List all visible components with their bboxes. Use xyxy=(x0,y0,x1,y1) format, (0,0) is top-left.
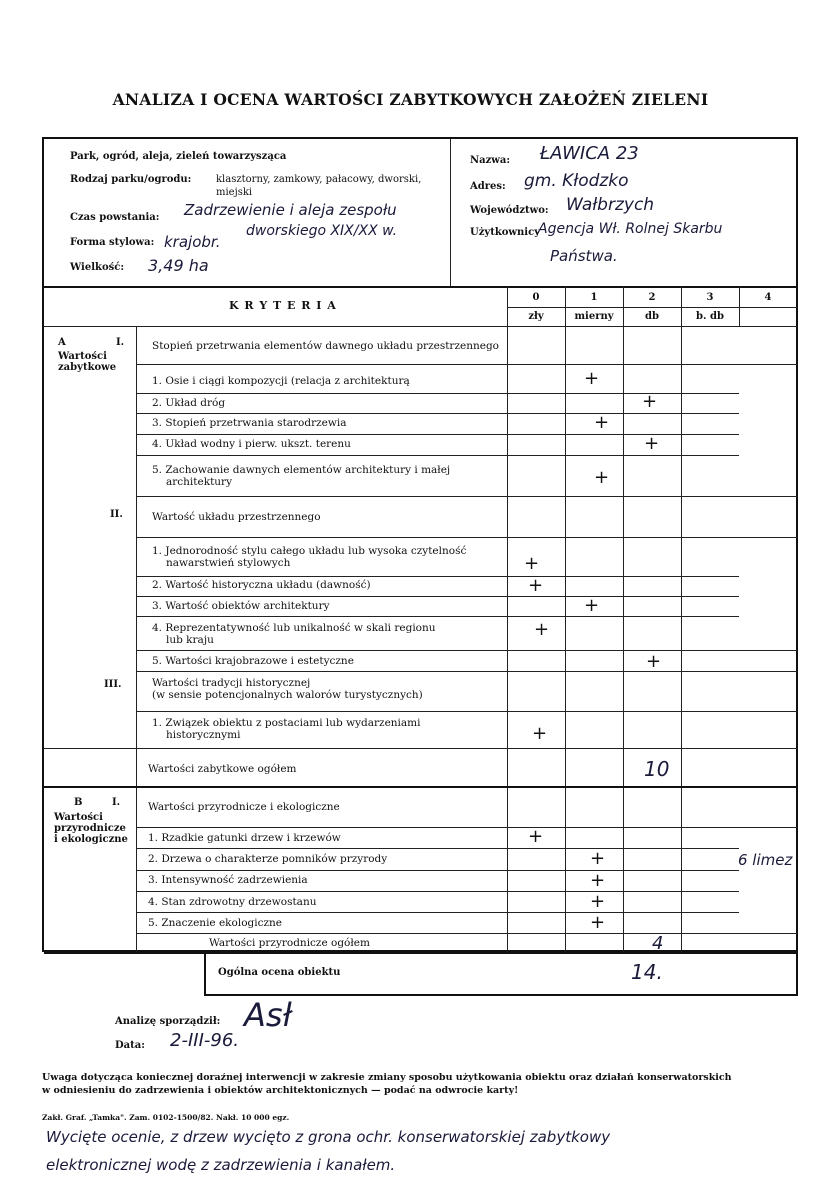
criterion-a-i-1: 1. Osie i ciągi kompozycji (relacja z architekturą xyxy=(152,375,410,387)
mark-a-i-5: + xyxy=(594,467,610,488)
time-value-2: dworskiego XIX/XX w. xyxy=(246,223,398,239)
section-a-total-value: 10 xyxy=(644,757,670,781)
criterion-b-4: 4. Stan zdrowotny drzewostanu xyxy=(148,896,317,908)
section-a-label: Wartości zabytkowe xyxy=(58,351,117,373)
address-label: Adres: xyxy=(470,181,506,192)
col-line-1 xyxy=(565,286,566,952)
criterion-a-ii-2: 2. Wartość historyczna układu (dawność) xyxy=(152,579,371,591)
users-value-2: Państwa. xyxy=(550,247,618,265)
overall-label: Ogólna ocena obiektu xyxy=(218,967,341,978)
row-line xyxy=(136,748,798,749)
voivodeship-value: Wałbrzych xyxy=(566,195,655,215)
section-a-iii-title-2: (w sensie potencjonalnych walorów turystycznych) xyxy=(152,689,423,701)
page-title: ANALIZA I OCENA WARTOŚCI ZABYTKOWYCH ZAŁOŻEŃ ZIELENI xyxy=(112,90,709,109)
row-line xyxy=(136,537,798,538)
row-line xyxy=(136,413,739,414)
criterion-a-iii-1: 1. Związek obiektu z postaciami lub wydarzeniami xyxy=(152,717,421,729)
size-label: Wielkość: xyxy=(70,262,125,273)
header-bottom-line xyxy=(44,286,798,288)
row-line xyxy=(136,576,739,577)
row-line xyxy=(136,496,798,497)
voivodeship-label: Województwo: xyxy=(470,205,549,216)
section-b-roman: I. xyxy=(112,797,121,808)
criterion-a-i-5-cont: architektury xyxy=(166,476,233,488)
section-a-roman: I. xyxy=(116,337,125,348)
users-value: Agencja Wł. Rolnej Skarbu xyxy=(538,221,723,237)
criterion-a-ii-5: 5. Wartości krajobrazowe i estetyczne xyxy=(152,655,354,667)
section-b-title: Wartości przyrodnicze i ekologiczne xyxy=(148,801,340,813)
printer-info: Zakł. Graf. „Tamka". Zam. 0102-1500/82. Nakł. 10 000 egz. xyxy=(42,1113,290,1122)
row-line xyxy=(136,827,798,828)
scale-num-2: 2 xyxy=(648,292,656,303)
overall-value: 14. xyxy=(631,960,663,984)
row-line xyxy=(136,891,739,892)
name-label: Nazwa: xyxy=(470,155,511,166)
row-line xyxy=(136,596,739,597)
side-note: 6 limez xyxy=(738,851,793,869)
scale-num-4: 4 xyxy=(764,292,772,303)
row-line xyxy=(136,671,798,672)
scale-mid-line xyxy=(507,307,798,308)
handwritten-note-1: Wycięte ocenie, z drzew wycięto z grona ochr. konserwatorskiej zabytkowy xyxy=(46,1128,611,1146)
scale-label-3: b. db xyxy=(696,311,724,322)
criterion-a-iii-1-cont: historycznymi xyxy=(166,729,241,741)
criteria-bottom-line xyxy=(44,326,798,327)
row-line xyxy=(136,912,739,913)
header-divider xyxy=(450,139,451,286)
mark-b-5: + xyxy=(590,912,606,933)
style-label: Forma stylowa: xyxy=(70,237,155,248)
form-frame xyxy=(42,137,798,952)
scale-num-0: 0 xyxy=(532,292,540,303)
criterion-b-5: 5. Znaczenie ekologiczne xyxy=(148,917,283,929)
section-b-total-label: Wartości przyrodnicze ogółem xyxy=(209,937,370,949)
mark-a-ii-5: + xyxy=(646,651,662,672)
mark-a-iii-1: + xyxy=(532,723,548,744)
section-a-total-label: Wartości zabytkowe ogółem xyxy=(148,763,297,775)
warning-note-2: w odniesieniu do zadrzewienia i obiektów architektonicznych — podać na odwrocie karty! xyxy=(42,1085,519,1096)
col-line-0 xyxy=(507,286,508,952)
section-a-iii-roman: III. xyxy=(104,679,122,690)
section-a-i-title: Stopień przetrwania elementów dawnego układu przestrzennego xyxy=(152,340,499,352)
scale-label-2: db xyxy=(645,311,659,322)
criteria-heading: K R Y T E R I A xyxy=(229,299,337,312)
section-b-label: Wartości przyrodnicze i ekologiczne xyxy=(54,812,128,845)
col-line-3 xyxy=(681,286,682,952)
mark-a-i-3: + xyxy=(594,412,610,433)
section-a-iii-title: Wartości tradycji historycznej xyxy=(152,677,311,689)
scale-num-3: 3 xyxy=(706,292,714,303)
section-b-total-value: 4 xyxy=(652,933,664,954)
mark-b-2: + xyxy=(590,848,606,869)
mark-b-4: + xyxy=(590,891,606,912)
mark-a-ii-4: + xyxy=(534,619,550,640)
mark-a-i-2: + xyxy=(642,391,658,412)
time-value: Zadrzewienie i aleja zespołu xyxy=(184,201,397,219)
analysis-label: Analizę sporządził: xyxy=(115,1016,221,1027)
time-label: Czas powstania: xyxy=(70,212,160,223)
criterion-a-i-4: 4. Układ wodny i pierw. ukszt. terenu xyxy=(152,438,351,450)
criterion-a-i-3: 3. Stopień przetrwania starodrzewia xyxy=(152,417,347,429)
row-line xyxy=(136,711,798,712)
park-label: Park, ogród, aleja, zieleń towarzysząca xyxy=(70,151,287,162)
criterion-a-ii-1-cont: nawarstwień stylowych xyxy=(166,557,291,569)
mark-b-3: + xyxy=(590,870,606,891)
section-a-ii-roman: II. xyxy=(110,509,123,520)
date-value: 2-III-96. xyxy=(170,1030,239,1051)
size-value: 3,49 ha xyxy=(148,256,209,275)
overall-box xyxy=(204,952,798,996)
handwritten-note-2: elektronicznej wodę z zadrzewienia i kanałem. xyxy=(46,1156,396,1174)
criterion-a-i-2: 2. Układ dróg xyxy=(152,397,226,409)
users-label: Użytkownicy xyxy=(470,227,541,238)
criterion-a-ii-4-cont: lub kraju xyxy=(166,634,214,646)
mark-a-ii-2: + xyxy=(528,575,544,596)
scale-label-1: mierny xyxy=(574,311,614,322)
left-column-divider xyxy=(136,326,137,952)
type-label: Rodzaj parku/ogrodu: xyxy=(70,174,192,185)
criterion-a-ii-3: 3. Wartość obiektów architektury xyxy=(152,600,330,612)
col-line-2 xyxy=(623,286,624,952)
row-line xyxy=(136,870,739,871)
type-options: klasztorny, zamkowy, pałacowy, dworski, xyxy=(216,174,422,185)
row-line xyxy=(136,848,739,849)
section-a-b-divider xyxy=(44,786,798,788)
warning-note: Uwaga dotycząca koniecznej doraźnej interwencji w zakresie zmiany sposobu użytkowania obiektu oraz działań konserwatorskich xyxy=(42,1072,732,1083)
mark-a-ii-3: + xyxy=(584,595,600,616)
row-line xyxy=(136,616,739,617)
mark-b-1: + xyxy=(528,826,544,847)
criterion-a-ii-4: 4. Reprezentatywność lub unikalność w skali regionu xyxy=(152,622,436,634)
date-label: Data: xyxy=(115,1040,145,1051)
mark-a-i-4: + xyxy=(644,433,660,454)
scale-num-1: 1 xyxy=(590,292,598,303)
total-left-line xyxy=(44,748,136,749)
criterion-b-2: 2. Drzewa o charakterze pomników przyrody xyxy=(148,853,388,865)
type-options-2: miejski xyxy=(216,187,253,198)
criterion-b-1: 1. Rzadkie gatunki drzew i krzewów xyxy=(148,832,341,844)
mark-a-i-1: + xyxy=(584,368,600,389)
criterion-a-i-5: 5. Zachowanie dawnych elementów architektury i małej xyxy=(152,464,451,476)
criterion-b-3: 3. Intensywność zadrzewienia xyxy=(148,874,308,886)
row-line xyxy=(136,455,739,456)
style-value: krajobr. xyxy=(164,233,221,251)
criterion-a-ii-1: 1. Jednorodność stylu całego układu lub wysoka czytelność xyxy=(152,545,467,557)
section-a-ii-title: Wartość układu przestrzennego xyxy=(152,511,321,523)
mark-a-ii-1: + xyxy=(524,553,540,574)
signature: Asł xyxy=(244,996,292,1034)
section-b-letter: B xyxy=(74,797,83,808)
address-value: gm. Kłodzko xyxy=(524,171,629,191)
scale-label-0: zły xyxy=(528,311,544,322)
row-line xyxy=(136,650,798,651)
section-a-letter: A xyxy=(58,337,66,348)
name-value: ŁAWICA 23 xyxy=(540,143,639,164)
row-line xyxy=(136,364,798,365)
row-line xyxy=(136,933,798,934)
